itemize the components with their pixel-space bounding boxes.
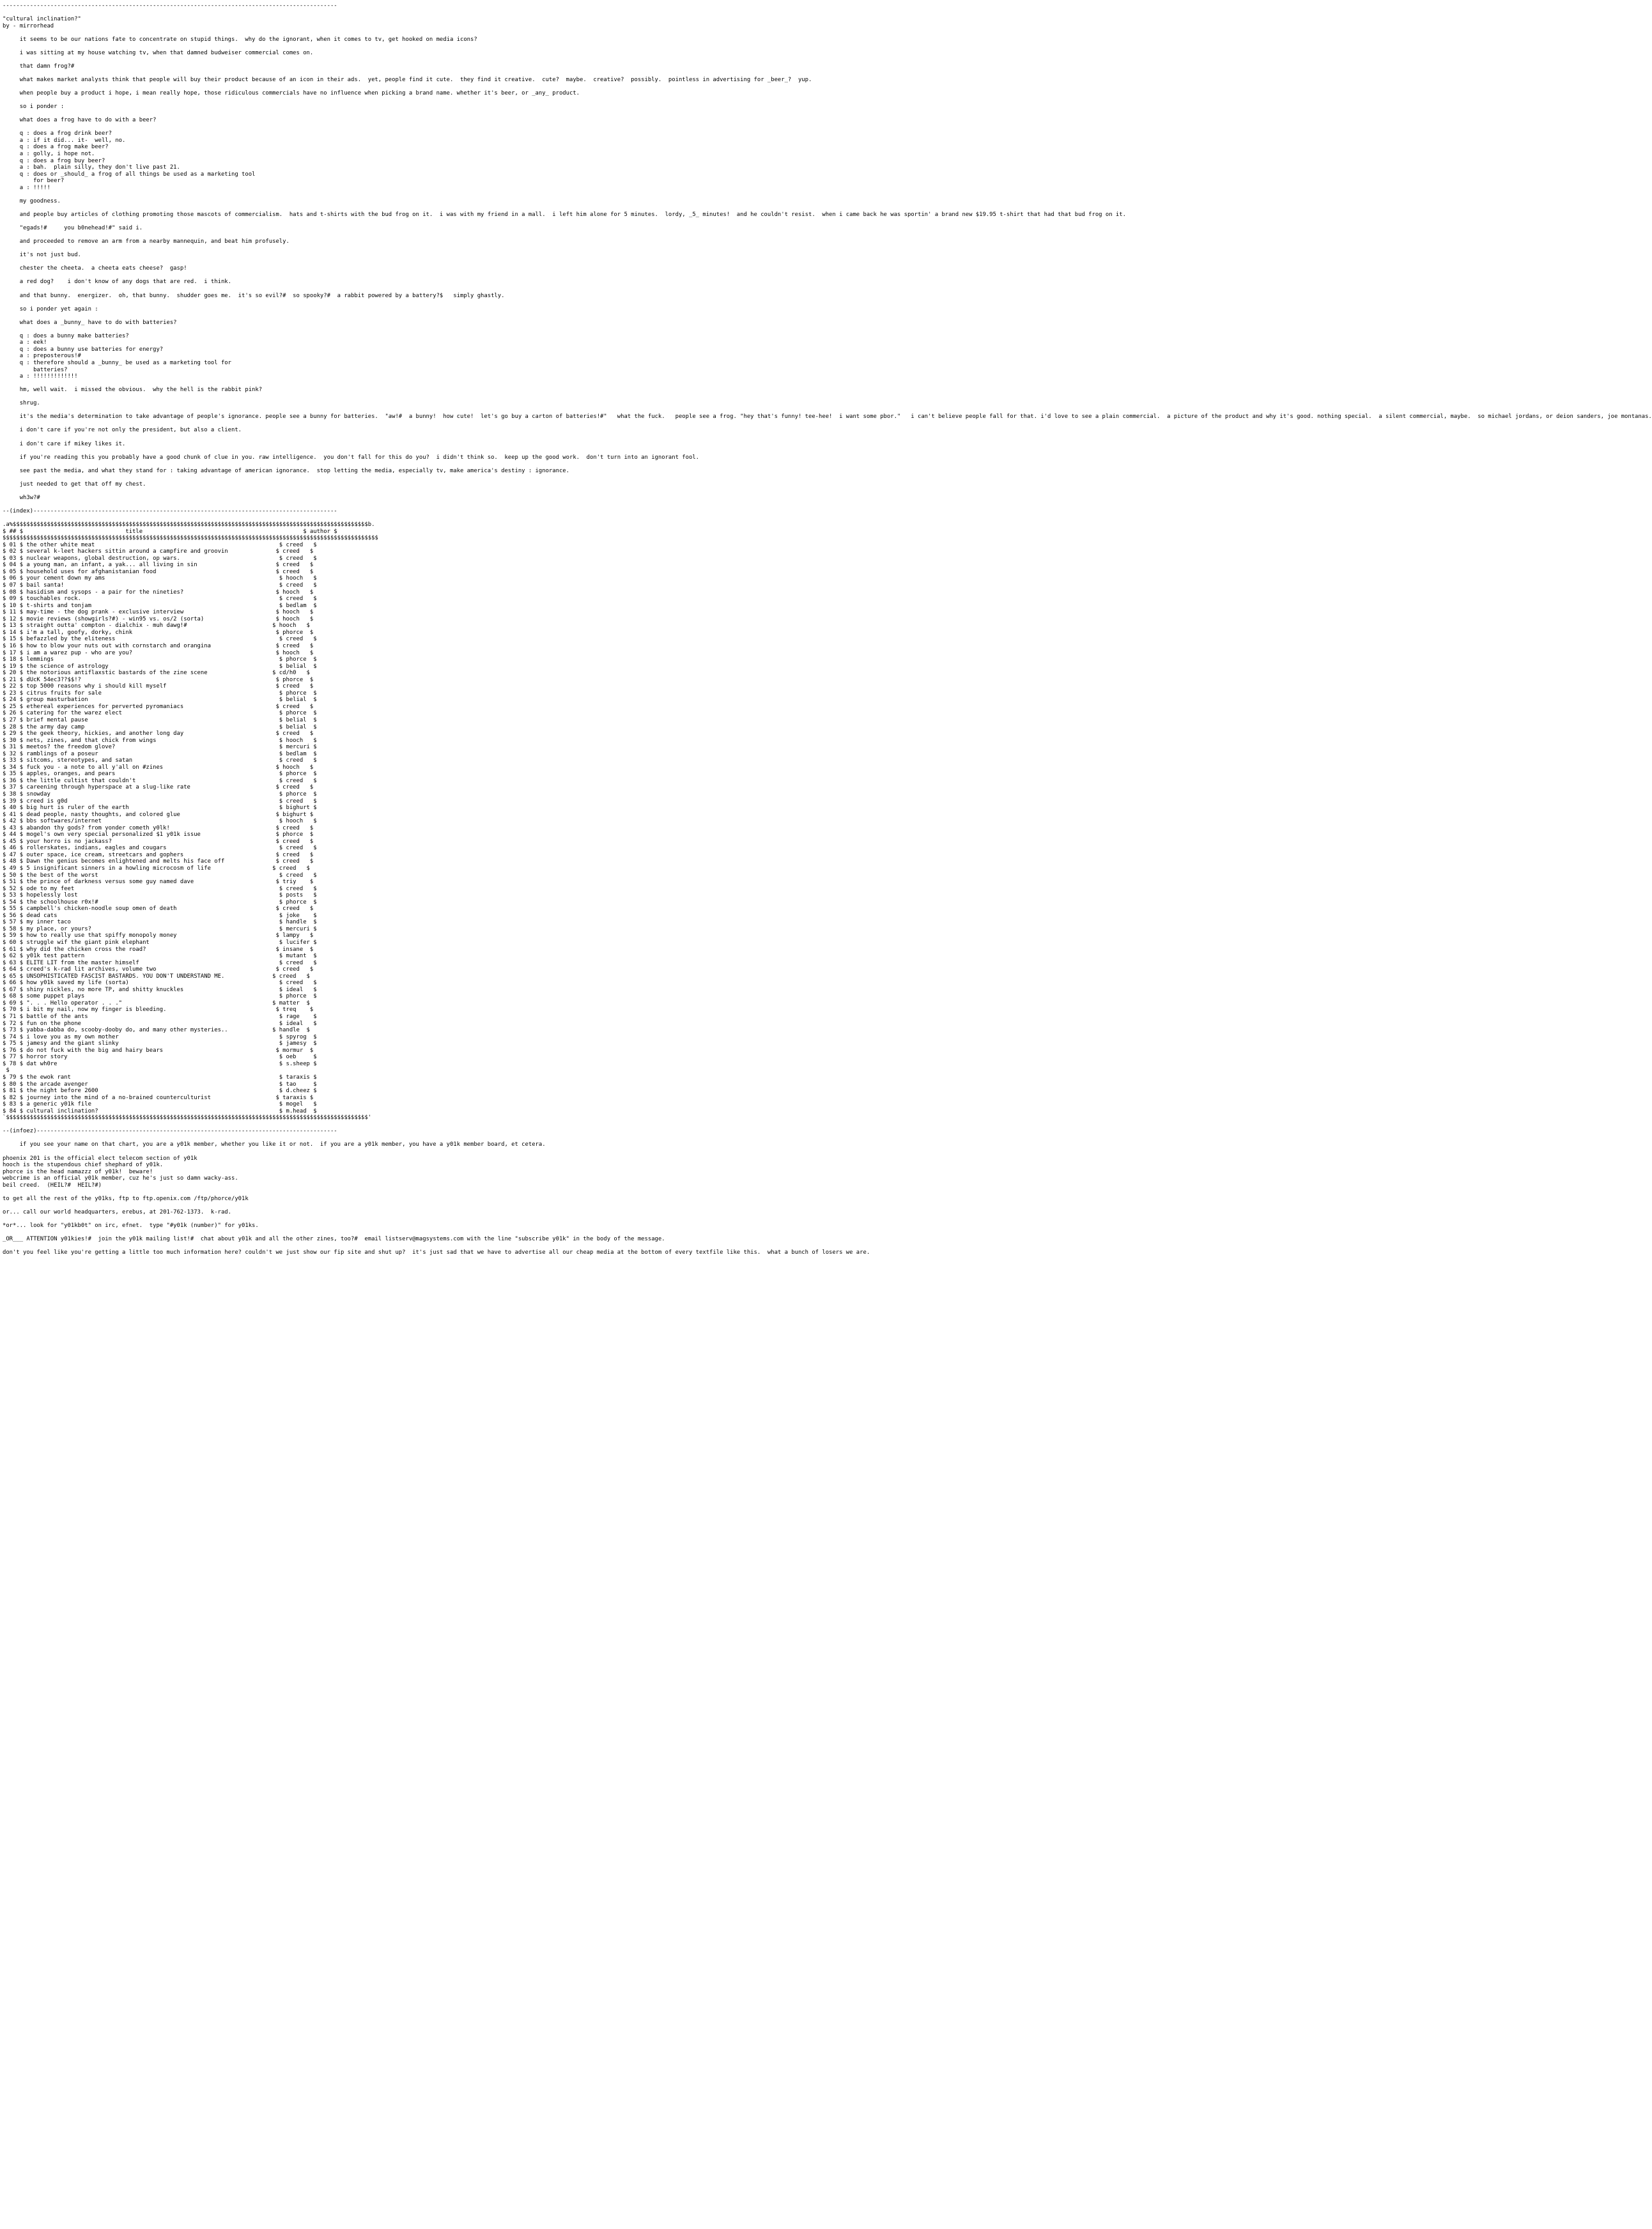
document-text: -------------------------------------------------------------------------------------------------- "cultural inclination?" by - mirrorhead it seems to be our nations fate to concentrate on stupid things. why do the ignorant, when it comes to tv, get hooked on media icons? i was sitting at my house watching tv, when that damned budweiser commercial comes on. that damn frog?# what makes market analysts think that people will buy their product because of an icon in their ads. yet, people find it cute. they find it creative. cute? maybe. creative? possibly. pointless in advertising for _beer_? yup. when people buy a product i hope, i mean really hope, those ridiculous commercials have no influence when picking a brand name. whether it's beer, or _any_ product. so i ponder : what does a frog have to do with a beer? q : does a frog drink beer? a : if it did... it- well, no. q : does a frog make beer? a : golly, i hope not. q : does a frog buy beer? a : bah. plain silly, they don't live past 21. q : does or _should_ a frog of all things be used as a marketing tool for beer? a : !!!!! my goodness. and people buy articles of clothing promoting those mascots of commercialism. hats and t-shirts with the bud frog on it. i was with my friend in a mall. i left him alone for 5 minutes. lordy, _5_ minutes! and he couldn't resist. when i came back he was sportin' a brand new $19.95 t-shirt that had that bud frog on it. "egads!# you b0nehead!#" said i. and proceeded to remove an arm from a nearby mannequin, and beat him profusely. it's not just bud. chester the cheeta. a cheeta eats cheese? gasp! a red dog? i don't know of any dogs that are red. i think. and that bunny. energizer. oh, that bunny. shudder goes me. it's so evil?# so spooky?# a rabbit powered by a battery?$ simply ghastly. so i ponder yet again : what does a _bunny_ have to do with batteries? q : does a bunny make batteries? a : eek! q : does a bunny use batteries for energy? a : preposterous!# q : therefore should a _bunny_ be used as a marketing tool for batteries? a : !!!!!!!!!!!!! hm, well wait. i missed the obvious. why the hell is the rabbit pink? shrug. it's the media's determination to take advantage of people's ignorance. people see a bunny for batteries. "aw!# a bunny! how cute! let's go buy a carton of batteries!#" what the fuck. people see a frog. "hey that's funny! tee-hee! i want some pbor." i can't believe people fall for that. i'd love to see a plain commercial. a picture of the product and why it's good. nothing special. a silent commercial, maybe. so michael jordans, or deion sanders, joe montanas. i don't care if you're not only the president, but also a client. i don't care if mikey likes it. if you're reading this you probably have a good chunk of clue in you. raw intelligence. you don't fall for this do you? i didn't think so. keep up the good work. don't turn into an ignorant fool. see past the media, and what they stand for : taking advantage of american ignorance. stop letting the media, especially tv, make america's destiny : ignorance. just needed to get that off my chest. wh3w?# --(index)----------------------------------------------------------------------------------------- .a%$$$$$$$$$$$$$$$$$$$$$$$$$$$$$$$$$$$$$$$$$$$$$$$$$$$$$$$$$$$$$$$$$$$$$$$$$$$$$$$$$$$$$$$$$$$$$$$$$$$$$$$$b. $ ## $ title $ author $ $$$$$$$$$$$$$$$$$$$$$$$$$$$$$$$$$$$$$$$$$$$$$$$$$$$$$$$$$$$$$$$$$$$$$$$$$$$$$$$$$$$$$$$$$$$$$$$$$$$$$$$$$$$$$$ $ 01 $ the other white meat $ creed $ $ 02 $ several k-leet hackers sittin around a campfire and groovin $ creed $ $ 03 $ nuclear weapons, global destruction, op wars. $ creed $ $ 04 $ a young man, an infant, a yak... all living in sin $ creed $ $ 05 $ household uses for afghanistanian food $ creed $ $ 06 $ your cement down my ams $ hooch $ $ 07 $ bail santa! $ creed $ $ 08 $ hasidism and sysops - a pair for the nineties? $ hooch $ $ 09 $ touchables rock. $ creed $ $ 10 $ t-shirts and tonjam $ bedlam $ $ 11 $ may-time - the dog prank - exclusive interview $ hooch $ $ 12 $ movie reviews (showgirls?#) - win95 vs. os/2 (sorta) $ hooch $ $ 13 $ straight outta' compton - dialchix - muh dawg!# $ hooch $ $ 14 $ i'm a tall, goofy, dorky, chink $ phorce $ $ 15 $ befazzled by the eliteness $ creed $ $ 16 $ how to blow your nuts out with cornstarch and orangina $ creed $ $ 17 $ i am a warez pup - who are you? $ hooch $ $ 18 $ lemmings $ phorce $ $ 19 $ the science of astrology $ belial $ $ 20 $ the notorious antiflaxstic bastards of the zine scene $ cd/h0 $ $ 21 $ dUcK 54ec3??$$!? $ phorce $ $ 22 $ top 5000 reasons why i should kill myself $ creed $ $ 23 $ citrus fruits for sale $ phorce $ $ 24 $ group masturbation $ belial $ $ 25 $ ethereal experiences for perverted pyromaniacs $ creed $ $ 26 $ catering for the warez elect $ phorce $ $ 27 $ brief mental pause $ belial $ $ 28 $ the army day camp $ belial $ $ 29 $ the geek theory, hickies, and another long day $ creed $ $ 30 $ nets, zines, and that chick from wings $ hooch $ $ 31 $ meetos? the freedom glove? $ mercuri $ $ 32 $ ramblings of a poseur $ bedlam $ $ 33 $ sitcoms, stereotypes, and satan $ creed $ $ 34 $ fuck you - a note to all y'all on #zines $ hooch $ $ 35 $ apples, oranges, and pears $ phorce $ $ 36 $ the little cultist that couldn't $ creed $ $ 37 $ careening through hyperspace at a slug-like rate $ creed $ $ 38 $ snowday $ phorce $ $ 39 $ creed is g0d $ creed $ $ 40 $ big hurt is ruler of the earth $ bighurt $ $ 41 $ dead people, nasty thoughts, and colored glue $ bighurt $ $ 42 $ bbs softwares/internet $ hooch $ $ 43 $ abandon thy gods? from yonder cometh y0lk! $ creed $ $ 44 $ mogel's own very special personalized $1 y01k issue $ phorce $ $ 45 $ your horro is no jackass? $ creed $ $ 46 $ rollerskates, indians, eagles and cougars $ creed $ $ 47 $ outer space, ice cream, streetcars and gophers $ creed $ $ 48 $ Dawn the genius becomes enlightened and melts his face off $ creed $ $ 49 $ 5 insignificant sinners in a howling microcosm of life $ creed $ $ 50 $ the best of the worst $ creed $ $ 51 $ the prince of darkness versus some guy named dave $ triy $ $ 52 $ ode to my feet $ creed $ $ 53 $ hopelessly lost $ posts $ $ 54 $ the schoolhouse r0x!# $ phorce $ $ 55 $ campbell's chicken-noodle soup omen of death $ creed $ $ 56 $ dead cats $ joke $ $ 57 $ my inner taco $ handle $ $ 58 $ my place, or yours? $ mercuri $ $ 59 $ how to really use that spiffy monopoly money $ lampy $ $ 60 $ struggle wif the giant pink elephant $ lucifer $ $ 61 $ why did the chicken cross the road? $ insane $ $ 62 $ y01k test pattern $ mutant $ $ 63 $ ELITE LIT from the master himself $ creed $ $ 64 $ creed's k-rad lit archives, volume two $ creed $ $ 65 $ UNSOPHISTICATED FASCIST BASTARDS. YOU DON'T UNDERSTAND ME. $ creed $ $ 66 $ how y01k saved my life (sorta) $ creed $ $ 67 $ shiny nickles, no more TP, and shitty knuckles $ ideal $ $ 68 $ some puppet plays $ phorce $ $ 69 $ ". . . Hello operator . . ." $ matter $ $ 70 $ i bit my nail, now my finger is bleeding. $ treq $ $ 71 $ battle of the ants $ rage $ $ 72 $ fun on the phone $ ideal $ $ 73 $ yabba-dabba do, scooby-dooby do, and many other mysteries.. $ handle $ $ 74 $ i love you as my own mother $ spyrog $ $ 75 $ jamesy and the giant slinky $ jamesy $ $ 76 $ do not fuck with the big and hairy bears $ mormur $ $ 77 $ horror story $ oeb $ $ 78 $ dat wh0re $ s.sheep $ $ $ 79 $ the ewok rant $ taraxis $ $ 80 $ the arcade avenger $ tao $ $ 81 $ the night before 2600 $ d.cheez $ $ 82 $ journey into the mind of a no-brained counterculturist $ taraxis $ $ 83 $ a generic y01k file $ mogel $ $ 84 $ cultural inclination? $ m.head $ `$$$$$$$$$$$$$$$$$$$$$$$$$$$$$$$$$$$$$$$$$$$$$$$$$$$$$$$$$$$$$$$$$$$$$$$$$$$$$$$$$$$$$$$$$$$$$$$$$$$$$$$$$$' --(infoez)---------------------------------------------------------------------------------------- if you see your name on that chart, you are a y01k member, whether you like it or not. if you are a y01k member, you have a y01k member board, et cetera. phoenix 201 is the official elect telecom section of y01k hooch is the stupendous chief shephard of y01k. phorce is the head namazzz of y01k! beware! webcrime is an official y01k member, cuz he's just so damn wacky-ass. beil creed. (HEIL?# HEIL?#) to get all the rest of the y01ks, ftp to ftp.openix.com /ftp/phorce/y01k or... call our world headquarters, erebus, at 201-762-1373. k-rad. *or*... look for "y01kb0t" on irc, efnet. type "#y01k (number)" for y01ks. _OR___ ATTENTION y01kies!# join the y01k mailing list!# chat about y01k and all the other zines, too?# email listserv@magsystems.com with the line "subscribe y01k" in the body of the message. don't you feel like you're getting a little too much information here? couldn't we just show our fip site and shut up? it's just sad that we have to advertise all our cheap media at the bottom of every textfile like this. what a bunch of losers we are. [3, 3, 1652, 1256]
